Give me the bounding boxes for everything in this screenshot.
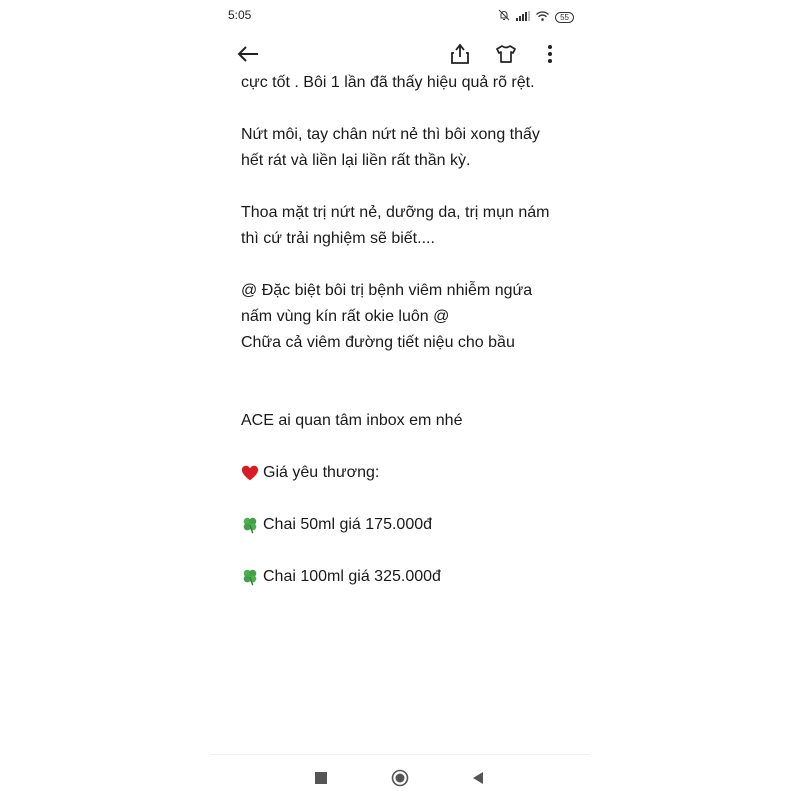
price-header: Giá yêu thương: (241, 460, 581, 486)
mute-bell-icon (498, 8, 510, 26)
system-nav-bar (210, 754, 590, 801)
status-icons (498, 8, 574, 26)
share-icon (450, 43, 470, 65)
battery-indicator: 55 (555, 12, 574, 23)
red-heart-icon (241, 464, 259, 482)
more-options-button[interactable] (536, 40, 564, 68)
theme-button[interactable] (492, 40, 520, 68)
home-button[interactable] (389, 767, 411, 789)
share-button[interactable] (446, 40, 474, 68)
paragraph-4: ACE ai quan tâm inbox em nhé (241, 412, 463, 429)
phone-screen (210, 0, 590, 800)
status-time: 5:05 (228, 8, 252, 22)
paragraph-1 (241, 122, 581, 174)
top-toolbar (210, 36, 590, 72)
back-button[interactable] (234, 40, 262, 68)
status-bar (210, 0, 590, 30)
arrow-left-icon (237, 46, 259, 62)
paragraph-line: nấm vùng kín rất okie luôn @ (241, 308, 450, 325)
wifi-icon (536, 8, 549, 26)
paragraph-3 (241, 278, 581, 356)
signal-icon (516, 8, 530, 26)
four-leaf-clover-icon (241, 568, 259, 586)
recents-button[interactable] (310, 767, 332, 789)
paragraph-line: @ Đặc biệt bôi trị bệnh viêm nhiễm ngứa (241, 282, 533, 299)
price-item-100ml: Chai 100ml giá 325.000đ (241, 564, 581, 590)
shirt-icon (495, 44, 517, 64)
circle-icon (391, 769, 409, 787)
nav-back-button[interactable] (467, 767, 489, 789)
square-icon (314, 771, 328, 785)
paragraph-line: thì cứ trải nghiệm sẽ biết.... (241, 230, 435, 247)
triangle-back-icon (471, 771, 485, 785)
paragraph-line: Chữa cả viêm đường tiết niệu cho bầu (241, 334, 515, 351)
paragraph-line: Thoa mặt trị nứt nẻ, dưỡng da, trị mụn nám (241, 204, 550, 221)
note-content (210, 72, 590, 632)
partial-text-line: cực tốt . Bôi 1 lần đã thấy hiệu quả rõ rệt. (241, 74, 535, 91)
paragraph-line: hết rát và liền lại liền rất thần kỳ. (241, 152, 471, 169)
more-vertical-icon (547, 44, 553, 64)
four-leaf-clover-icon (241, 516, 259, 534)
paragraph-2 (241, 200, 581, 252)
price-item-50ml: Chai 50ml giá 175.000đ (241, 512, 581, 538)
paragraph-line: Nứt môi, tay chân nứt nẻ thì bôi xong thấy (241, 126, 540, 143)
